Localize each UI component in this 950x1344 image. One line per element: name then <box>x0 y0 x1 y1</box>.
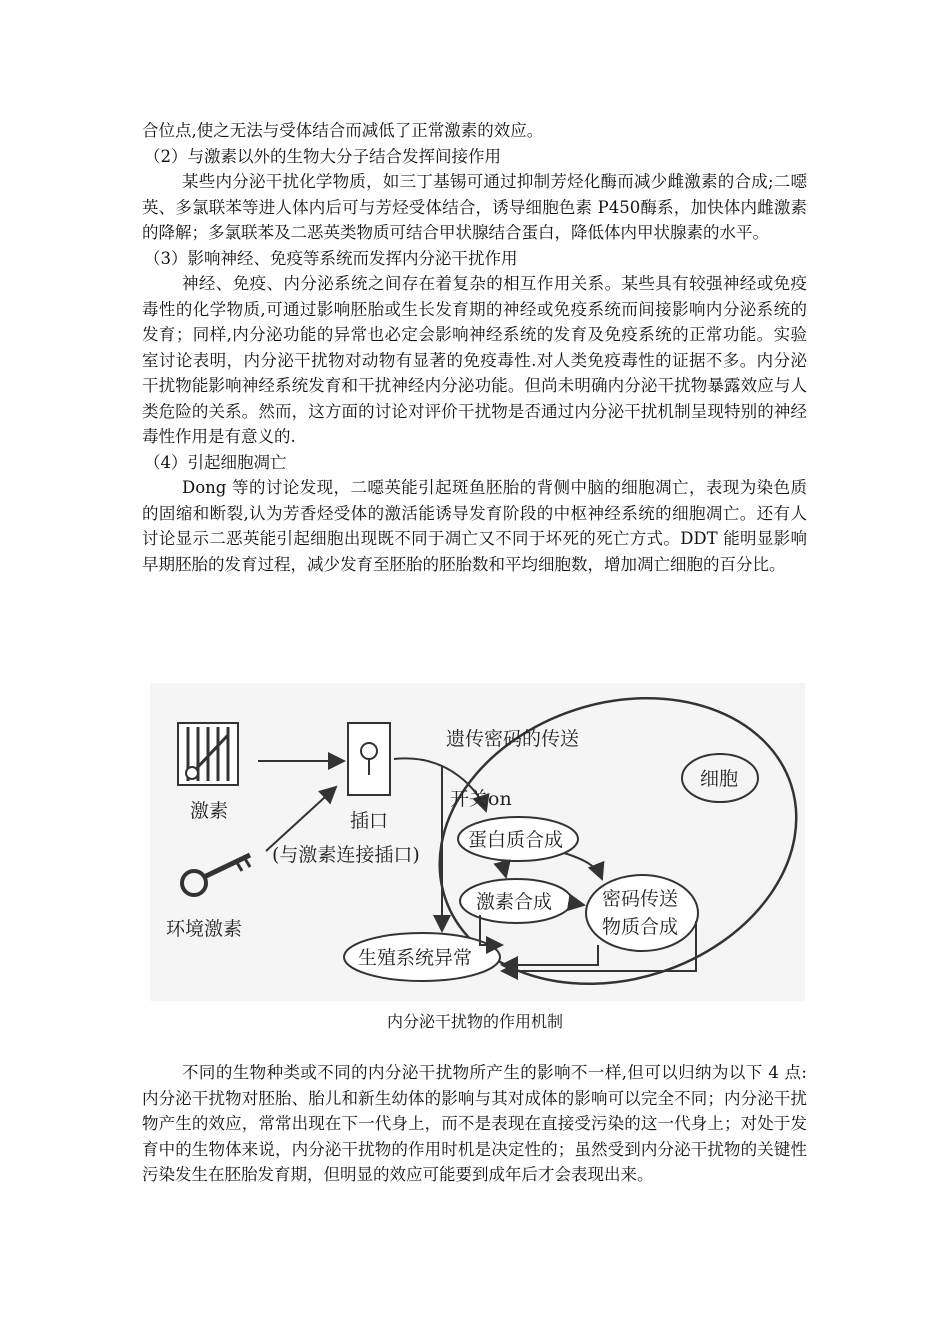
document-tail <box>142 1060 807 1188</box>
messenger-label-1: 密码传送 <box>602 888 679 910</box>
figure-caption: 内分泌干扰物的作用机制 <box>386 1012 563 1031</box>
section-heading-4: （4）引起细胞凋亡 <box>144 452 287 472</box>
switch-label: 开关on <box>450 788 512 810</box>
paragraph-5: 不同的生物种类或不同的内分泌干扰物所产生的影响不一样,但可以归纳为以下 4 点:内分泌干扰物对胚胎、胎儿和新生幼体的影响与其对成体的影响可以完全不同；内分泌干扰物产生的效应，常常出现在下一代身上，而不是表现在直接受污染的这一代身上；对处于发育中的生物体来说，内分泌干扰物的作用时机是决定性的；虽然受到内分泌干扰物的关键性污染发生在胚胎发育期，但明显的效应可能要到成年后才会表现出来。 <box>142 1063 807 1184</box>
cell-label: 细胞 <box>700 768 739 790</box>
paragraph-2: 某些内分泌干扰化学物质，如三丁基锡可通过抑制芳烃化酶而减少雌激素的合成;二噁英、多氯联苯等进人体内后可与芳烃受体结合，诱导细胞色素 P450酶系，加快体内雌激素的降解；多氯联苯及二恶英类物质可结合甲状腺结合蛋白，降低体内甲状腺素的水平。 <box>142 172 807 242</box>
mechanism-figure <box>150 683 805 1001</box>
genetic-code-label: 遗传密码的传送 <box>446 728 580 750</box>
mechanism-diagram <box>150 683 805 1001</box>
hormone-label: 激素 <box>190 800 229 822</box>
messenger-oval <box>586 875 698 951</box>
messenger-label-2: 物质合成 <box>602 916 679 938</box>
paragraph-3: 神经、免疫、内分泌系统之间存在着复杂的相互作用关系。某些具有较强神经或免疫毒性的化学物质,可通过影响胚胎或生长发育期的神经或免疫系统而间接影响内分泌系统的发育；同样,内分泌功能的异常也必定会影响神经系统的发育及免疫系统的正常功能。实验室讨论表明，内分泌干扰物对动物有显著的免疫毒性.对人类免疫毒性的证据不多。内分泌干扰物能影响神经系统发育和干扰神经内分泌功能。但尚未明确内分泌干扰物暴露效应与人类危险的关系。然而，这方面的讨论对评价干扰物是否通过内分泌干扰机制呈现特别的神经毒性作用是有意义的. <box>142 274 807 446</box>
hormone-synth-label: 激素合成 <box>476 891 553 913</box>
reproductive-label: 生殖系统异常 <box>358 947 473 969</box>
document-body <box>142 118 807 577</box>
protein-label: 蛋白质合成 <box>468 829 564 851</box>
hormone-icon <box>178 723 238 785</box>
env-hormone-label: 环境激素 <box>166 918 243 940</box>
socket-icon <box>348 723 390 795</box>
section-heading-3: （3）影响神经、免疫等系统而发挥内分泌干扰作用 <box>144 248 518 268</box>
paragraph-1: 合位点,使之无法与受体结合而减低了正常激素的效应。 <box>142 121 544 140</box>
section-heading-2: （2）与激素以外的生物大分子结合发挥间接作用 <box>144 146 501 166</box>
socket-label: 插口 <box>350 810 389 832</box>
socket-note: (与激素连接插口) <box>272 844 420 866</box>
paragraph-4: Dong 等的讨论发现，二噁英能引起斑鱼胚胎的背侧中脑的细胞凋亡，表现为染色质的固缩和断裂,认为芳香烃受体的激活能诱导发育阶段的中枢神经系统的细胞凋亡。还有人讨论显示二恶英能引起细胞出现既不同于凋亡又不同于坏死的死亡方式。DDT 能明显影响早期胚胎的发育过程，减少发育至胚胎的胚胎数和平均细胞数，增加凋亡细胞的百分比。 <box>142 478 807 574</box>
